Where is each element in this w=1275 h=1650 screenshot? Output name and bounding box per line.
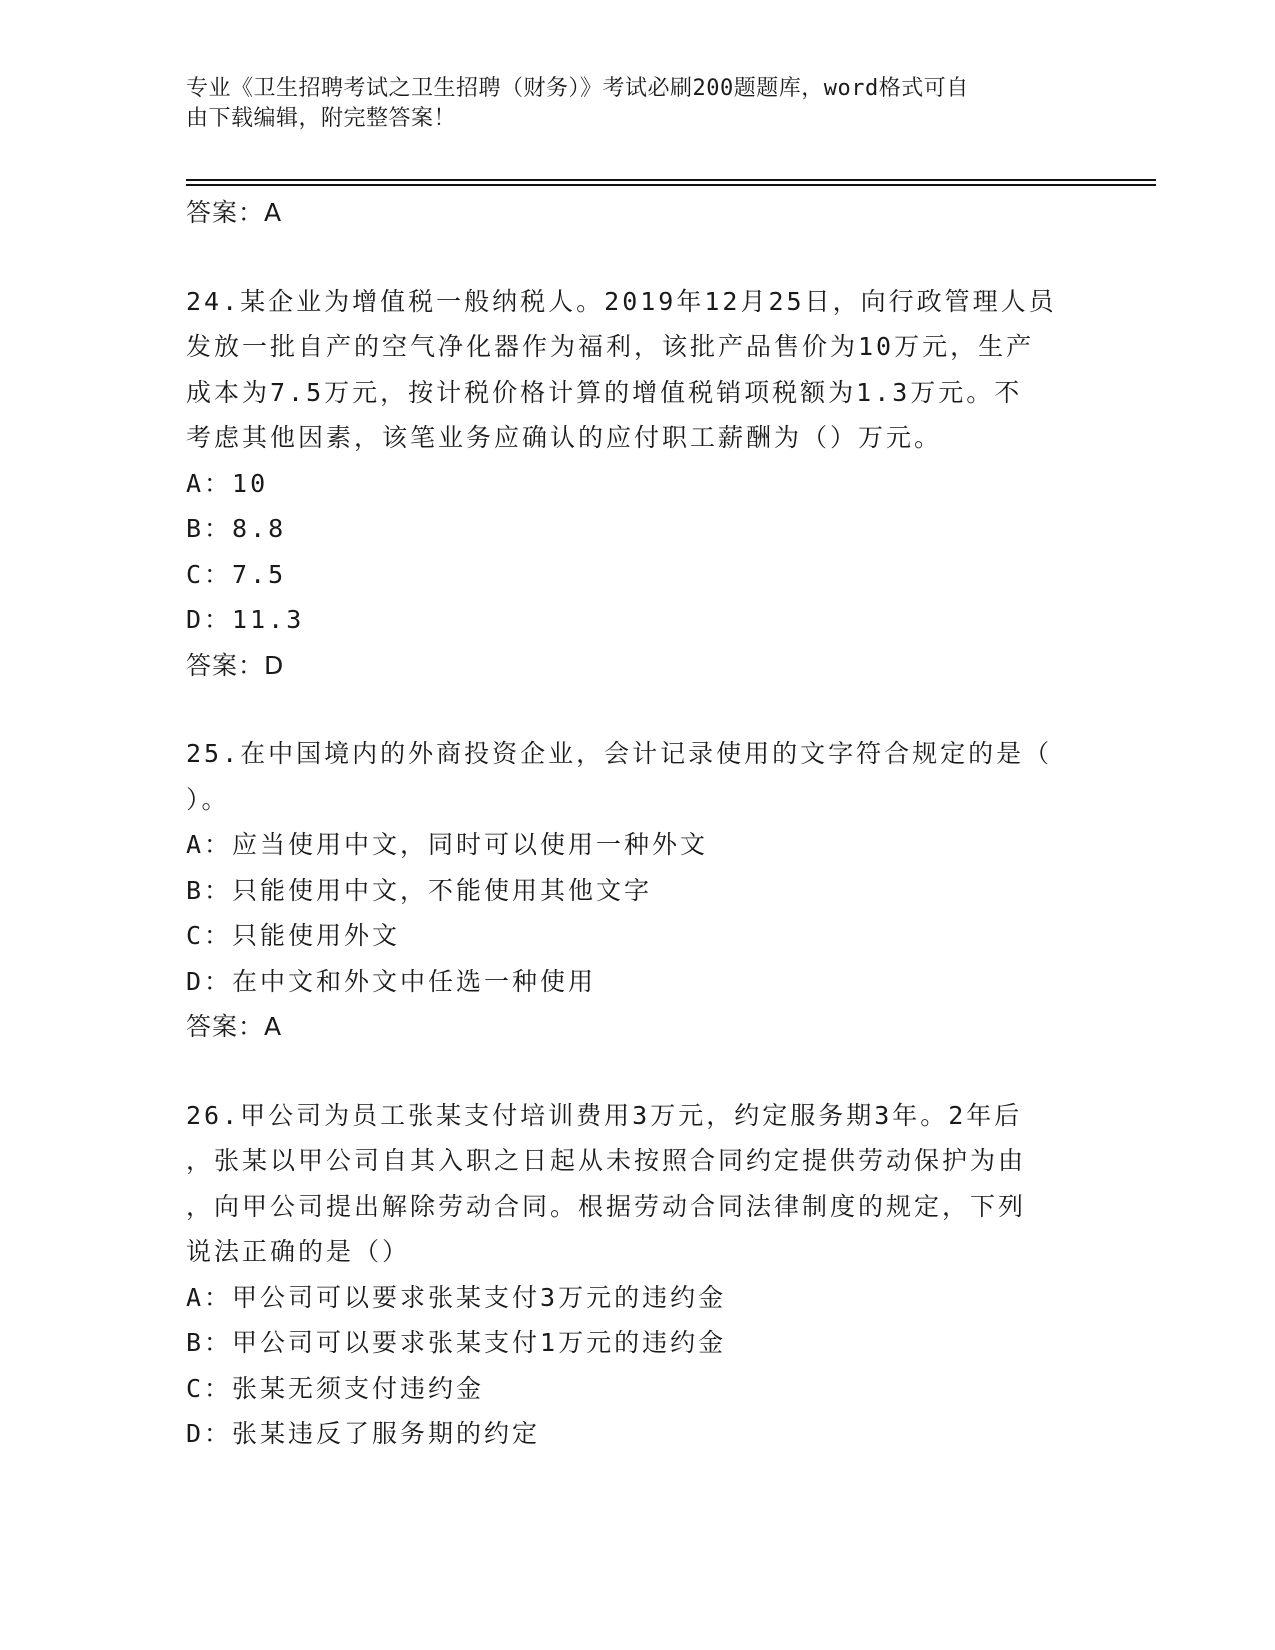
option-a: A：甲公司可以要求张某支付3万元的违约金 [186, 1282, 727, 1312]
option-b: B：8.8 [186, 514, 287, 543]
option-c: C：7.5 [186, 559, 287, 589]
question-stem-line: 考虑其他因素，该笔业务应确认的应付职工薪酬为（）万元。 [186, 423, 943, 452]
answer-line: 答案：A [186, 198, 283, 227]
page-header [186, 74, 1066, 134]
option-a: A：10 [186, 468, 269, 498]
option-b: B：只能使用中文，不能使用其他文字 [186, 875, 653, 905]
option-b: B：甲公司可以要求张某支付1万元的违约金 [186, 1328, 727, 1357]
header-line: 由下载编辑，附完整答案！ [186, 106, 457, 131]
question-stem-line: ）。 [186, 784, 230, 814]
question-stem-line: 说法正确的是（） [186, 1237, 411, 1266]
question-stem-line: ，向甲公司提出解除劳动合同。根据劳动合同法律制度的规定，下列 [186, 1191, 1027, 1221]
option-d: D：张某违反了服务期的约定 [186, 1419, 541, 1448]
answer-line: 答案：A [186, 1012, 283, 1041]
option-c: C：只能使用外文 [186, 921, 401, 950]
header-line: 专业《卫生招聘考试之卫生招聘（财务）》考试必刷200题题库，word格式可自 [186, 76, 969, 101]
question-stem-line: 26.甲公司为员工张某支付培训费用3万元，约定服务期3年。2年后 [186, 1100, 1023, 1130]
option-d: D：11.3 [186, 605, 305, 634]
question-content [186, 190, 1086, 1457]
question-24 [186, 279, 1086, 689]
question-25 [186, 731, 1086, 1050]
spacer [186, 1050, 1086, 1093]
spacer [186, 236, 1086, 279]
question-stem-line: ，张某以甲公司自其入职之日起从未按照合同约定提供劳动保护为由 [186, 1146, 1027, 1175]
question-stem-line: 24.某企业为增值税一般纳税人。2019年12月25日，向行政管理人员 [186, 286, 1057, 316]
option-a: A：应当使用中文，同时可以使用一种外文 [186, 830, 709, 859]
option-d: D：在中文和外文中任选一种使用 [186, 966, 597, 996]
header-divider [186, 184, 1156, 186]
spacer [186, 688, 1086, 731]
question-stem-line: 发放一批自产的空气净化器作为福利，该批产品售价为10万元，生产 [186, 332, 1035, 361]
question-stem-line: 成本为7.5万元，按计税价格计算的增值税销项税额为1.3万元。不 [186, 377, 1023, 407]
question-stem-line: 25.在中国境内的外商投资企业，会计记录使用的文字符合规定的是（ [186, 739, 1053, 768]
header-divider [186, 179, 1156, 181]
option-c: C：张某无须支付违约金 [186, 1373, 485, 1403]
answer-line: 答案：D [186, 650, 285, 680]
question-26 [186, 1093, 1086, 1457]
